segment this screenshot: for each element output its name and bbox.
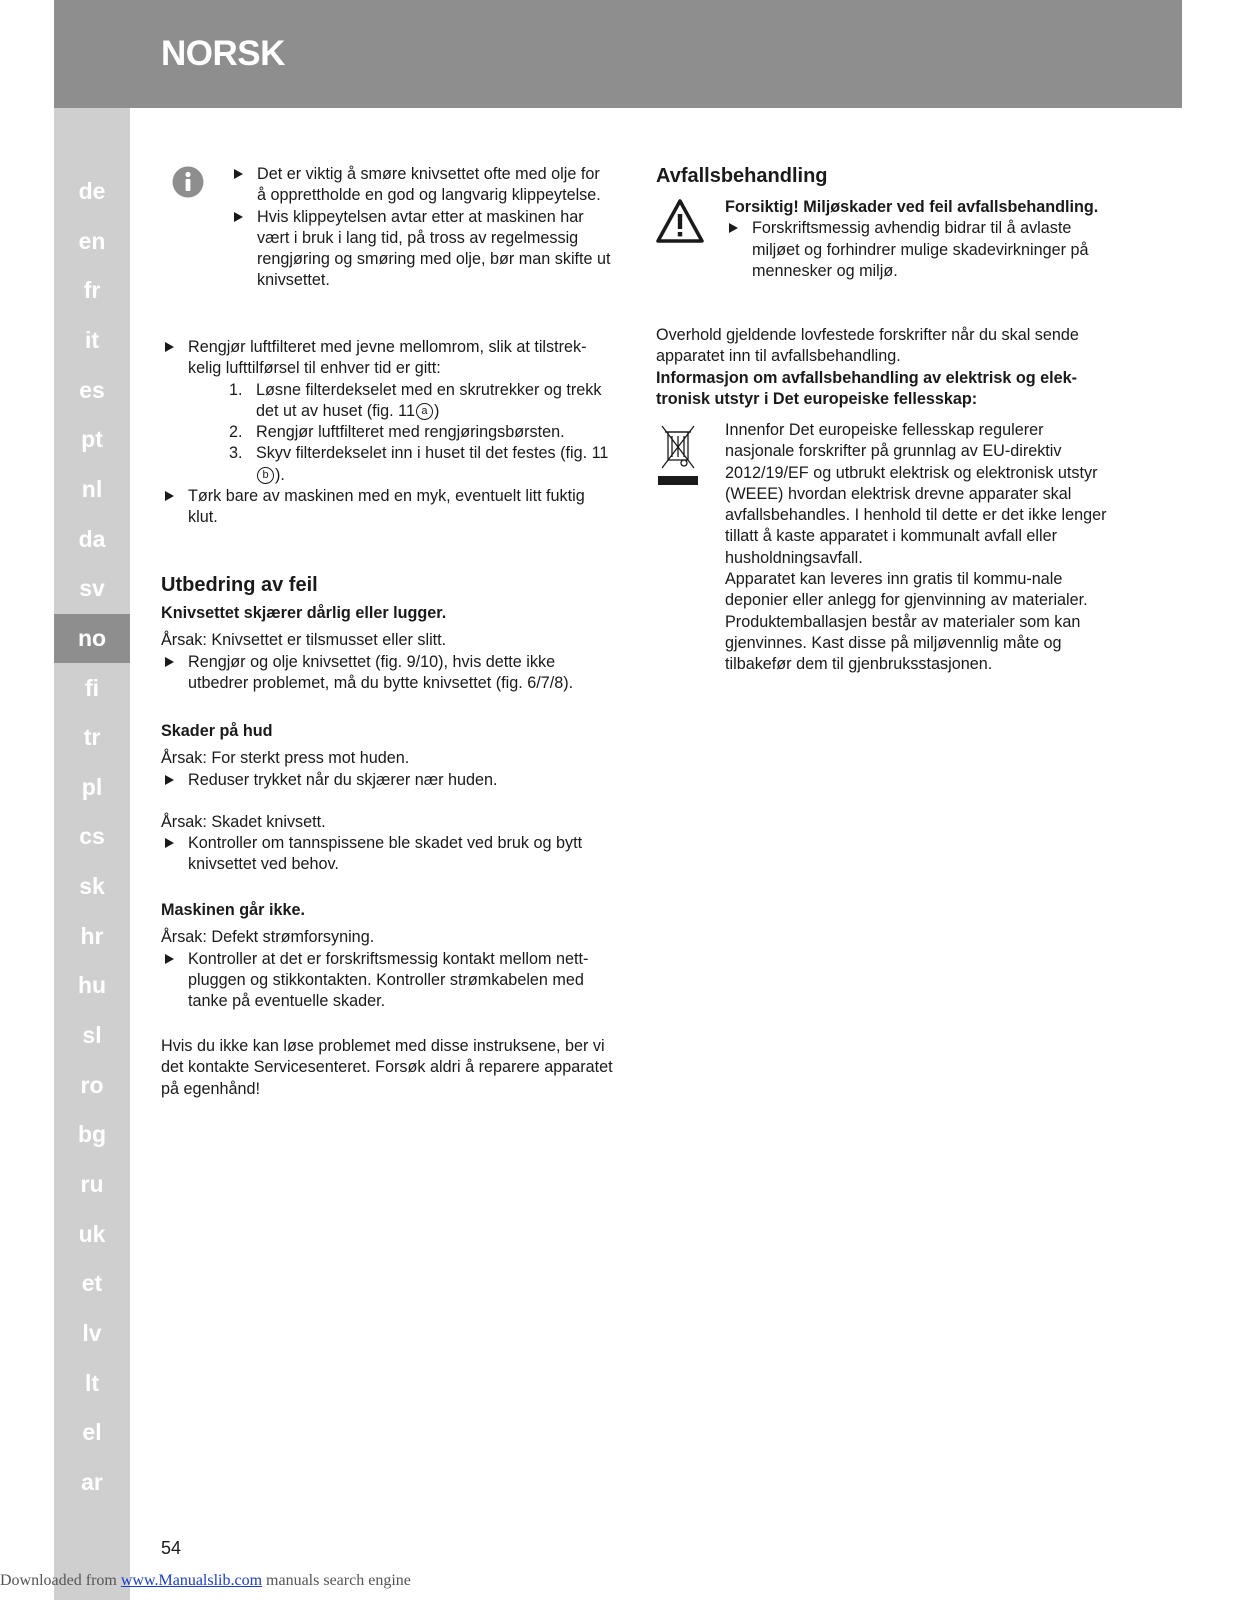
warning-bullet: Forskriftsmessig avhendig bidrar til å avlaste miljøet og forhindrer mulige skadevirkninger på mennesker og miljø. <box>725 218 1112 282</box>
right-column <box>656 164 1112 674</box>
language-tab-el[interactable]: el <box>82 1419 102 1446</box>
problem-3-cause: Årsak: Defekt strømforsyning. <box>161 928 375 947</box>
figure-a-icon: a <box>416 403 433 420</box>
step-2: 2. Rengjør luftfilteret med rengjøringsbørsten. <box>229 423 565 442</box>
language-tab-lv[interactable]: lv <box>82 1319 102 1346</box>
disposal-paragraph: Overhold gjeldende lovfestede forskrifter når du skal sende apparatet inn til avfallsbehandling. <box>656 326 1079 366</box>
info-bullet-1: Det er viktig å smøre knivsettet ofte med olje for å opprettholde en god og langvarig klippeytelse. <box>230 164 613 207</box>
problem-2-title: Skader på hud <box>161 722 273 740</box>
problem-2-cause-2: Årsak: Skadet knivsett. <box>161 812 326 831</box>
language-tab-da[interactable]: da <box>78 525 106 552</box>
language-tab-es[interactable]: es <box>79 376 105 403</box>
language-tab-hu[interactable]: hu <box>77 972 107 999</box>
language-tab-pl[interactable]: pl <box>81 773 103 800</box>
step-3: 3. Skyv filterdekselet inn i huset til det festes (fig. 11b ). <box>229 444 609 484</box>
disposal-heading: Avfallsbehandling <box>656 165 828 187</box>
wipe-bullet: Tørk bare av maskinen med en myk, eventuelt litt fuktig klut. <box>161 486 613 529</box>
figure-b-icon: b <box>257 467 274 484</box>
language-tab-uk[interactable]: uk <box>78 1220 106 1247</box>
language-tab-sk[interactable]: sk <box>79 873 105 900</box>
weee-paragraph-2: Apparatet kan leveres inn gratis til kommu-nale deponier eller anlegg for gjenvinning av materialer. <box>725 570 1088 610</box>
language-tab-nl[interactable]: nl <box>81 475 103 502</box>
warning-title: Forsiktig! Miljøskader ved feil avfallsbehandling. <box>725 198 1099 216</box>
language-tab-et[interactable]: et <box>81 1270 103 1297</box>
troubleshooting-heading: Utbedring av feil <box>161 574 318 596</box>
language-tab-tr[interactable]: tr <box>83 724 101 751</box>
download-footer: Downloaded from www.Manualslib.com manuals search engine <box>0 1572 411 1589</box>
language-sidebar <box>54 108 130 1600</box>
language-tab-cs[interactable]: cs <box>79 823 105 850</box>
language-tab-ru[interactable]: ru <box>80 1171 104 1197</box>
language-tab-bg[interactable]: bg <box>77 1121 107 1148</box>
problem-2-cause-1: Årsak: For sterkt press mot huden. <box>161 749 410 768</box>
page-title: NORSK <box>161 34 285 73</box>
language-tab-sl[interactable]: sl <box>82 1022 102 1049</box>
weee-info-heading: Informasjon om avfallsbehandling av elektrisk og elek-tronisk utstyr i Det europeiske fellesskap: <box>656 368 1078 408</box>
problem-3-fix: Kontroller at det er forskriftsmessig kontakt mellom nett-pluggen og stikkontakten. Kontroller strømkabelen med tanke på eventuelle skader. <box>161 949 613 1013</box>
manualslib-link[interactable]: www.Manualslib.com <box>120 1572 263 1589</box>
problem-2-fix-1: Reduser trykket når du skjærer nær huden. <box>161 770 613 791</box>
language-tab-de[interactable]: de <box>78 178 106 204</box>
language-tab-en[interactable]: en <box>78 227 106 254</box>
problem-1-cause: Årsak: Knivsettet er tilsmusset eller slitt. <box>161 631 447 650</box>
problem-1-fix: Rengjør og olje knivsettet (fig. 9/10), hvis dette ikke utbedrer problemet, må du bytte knivsettet (fig. 6/7/8). <box>161 652 613 695</box>
language-tab-ar[interactable]: ar <box>81 1468 103 1495</box>
language-tab-fr[interactable]: fr <box>83 277 101 304</box>
info-icon <box>172 166 204 198</box>
language-tab-it[interactable]: it <box>84 326 100 353</box>
problem-2-fix-2: Kontroller om tannspissene ble skadet ved bruk og bytt knivsettet ved behov. <box>161 833 613 876</box>
page-number: 54 <box>161 1538 182 1558</box>
step-1: 1. Løsne filterdekselet med en skrutrekker og trekk det ut av huset (fig. 11 a ) <box>229 380 602 420</box>
crossed-bin-icon <box>656 422 700 488</box>
language-tab-sv[interactable]: sv <box>79 575 105 602</box>
filter-bullet: Rengjør luftfilteret med jevne mellomrom, slik at tilstrek-kelig lufttilførsel til enhver tid er gitt: <box>161 337 613 380</box>
language-tab-no[interactable]: no <box>54 614 130 663</box>
problem-3-title: Maskinen går ikke. <box>161 901 305 919</box>
language-tab-fi[interactable]: fi <box>84 674 100 701</box>
page-header <box>54 0 1182 108</box>
language-tab-lt[interactable]: lt <box>84 1369 100 1396</box>
language-tab-hr[interactable]: hr <box>80 922 104 949</box>
closing-note: Hvis du ikke kan løse problemet med disse instruksene, ber vi det kontakte Servicesenteret. Forsøk aldri å reparere apparatet på egenhånd! <box>161 1037 613 1098</box>
language-tab-pt[interactable]: pt <box>81 426 103 453</box>
problem-1-title: Knivsettet skjærer dårlig eller lugger. <box>161 604 447 622</box>
weee-paragraph-1: Innenfor Det europeiske fellesskap regulerer nasjonale forskrifter på grunnlag av EU-direktiv 2012/19/EF og utbrukt elektrisk og elektronisk utstyr (WEEE) hvordan elektrisk drevne apparater skal avfallsbehandles. I henhold til dette er det ikke lenger tillatt å kaste apparatet i kommunalt avfall eller husholdningsavfall. <box>725 421 1107 567</box>
info-bullet-2: Hvis klippeytelsen avtar etter at maskinen har vært i bruk i lang tid, på tross av regelmessig rengjøring og smøring med olje, bør man skifte ut knivsettet. <box>230 207 613 292</box>
weee-paragraph-3: Produktemballasjen består av materialer som kan gjenvinnes. Kast disse på miljøvennlig måte og tilbakefør dem til gjenbruksstasjonen. <box>725 612 1081 674</box>
warning-icon <box>656 199 704 243</box>
language-tab-ro[interactable]: ro <box>80 1071 104 1098</box>
